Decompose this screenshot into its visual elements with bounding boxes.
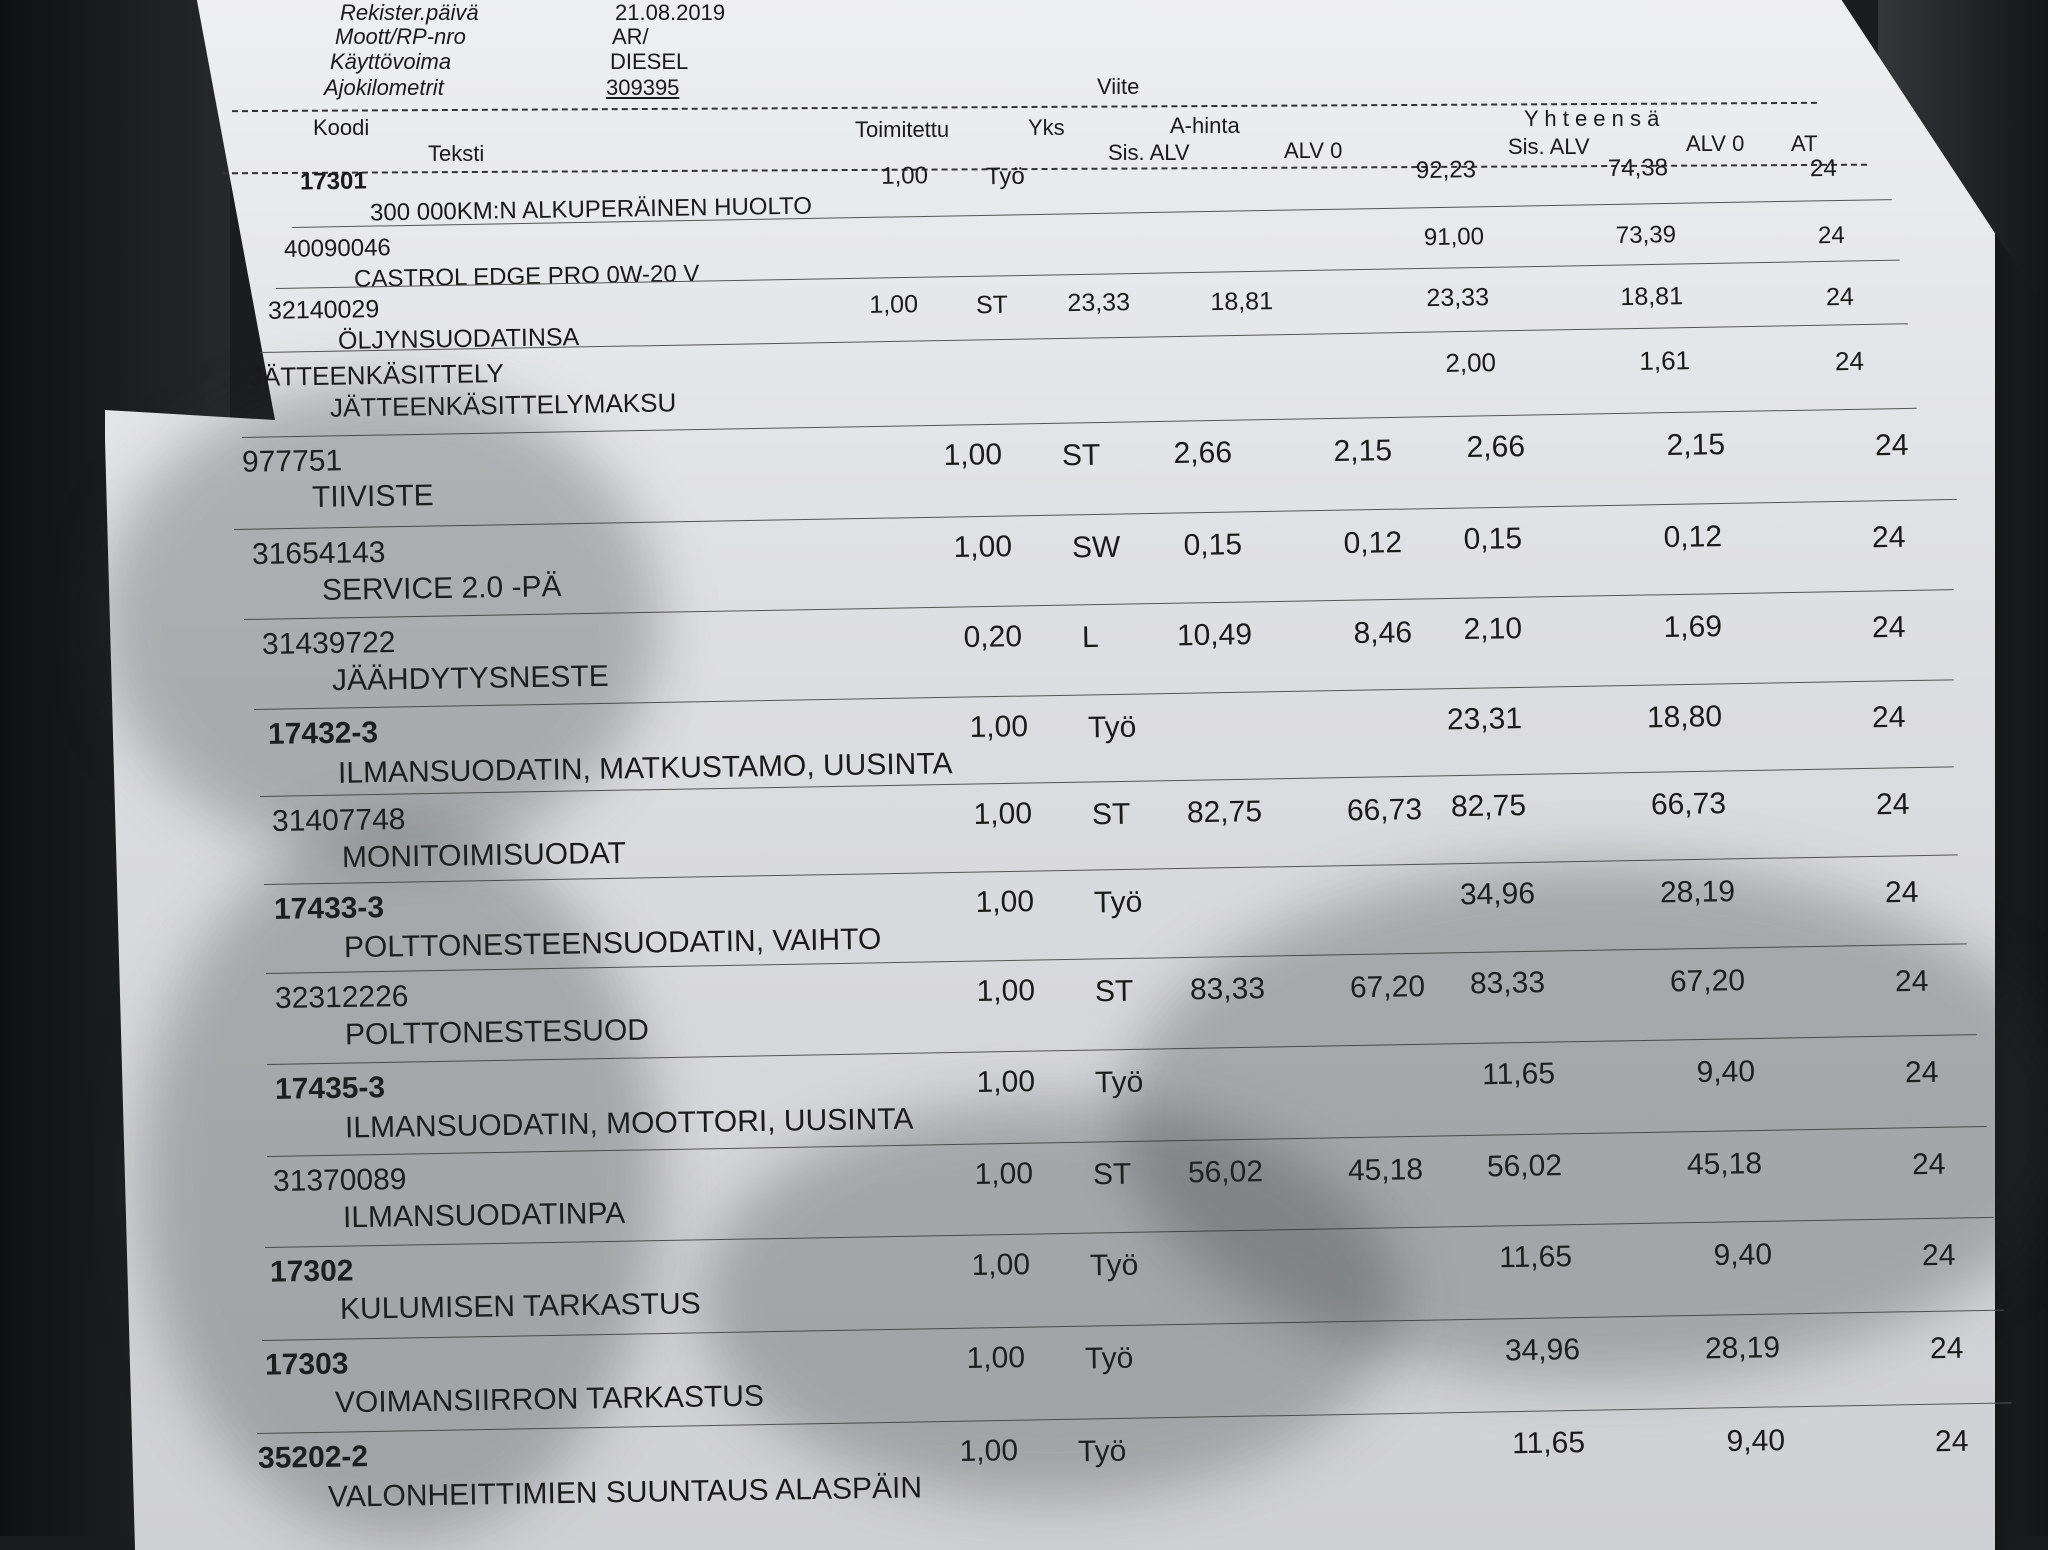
item-unit: Työ bbox=[1094, 1065, 1144, 1100]
item-quantity: 1,00 bbox=[974, 1157, 1034, 1192]
item-description: TIIVISTE bbox=[311, 478, 434, 514]
field-label-mileage: Ajokilometrit bbox=[324, 75, 444, 100]
item-code: 31370089 bbox=[272, 1162, 407, 1199]
reference-label: Viite bbox=[1097, 74, 1140, 99]
item-unit: ST bbox=[976, 290, 1009, 320]
item-quantity: 1,00 bbox=[953, 530, 1013, 565]
item-unit: Työ bbox=[1087, 710, 1137, 745]
item-total-incl-vat: 23,33 bbox=[1426, 283, 1490, 313]
item-vat-rate: 24 bbox=[1934, 1424, 1969, 1459]
item-unit: Työ bbox=[1077, 1434, 1127, 1469]
item-price-vat0: 0,12 bbox=[1343, 526, 1403, 561]
item-total-incl-vat: 92,23 bbox=[1415, 155, 1477, 184]
item-code: 17433-3 bbox=[273, 891, 385, 926]
item-price-vat0 bbox=[1308, 706, 1418, 708]
item-total-incl-vat: 83,33 bbox=[1469, 966, 1546, 1001]
item-quantity: 1,00 bbox=[966, 1341, 1026, 1376]
item-vat-rate: 24 bbox=[1875, 787, 1910, 822]
item-vat-rate: 24 bbox=[1884, 875, 1919, 910]
item-vat-rate: 24 bbox=[1871, 610, 1906, 645]
item-quantity: 1,00 bbox=[976, 974, 1036, 1009]
column-text: Teksti bbox=[428, 141, 485, 166]
item-vat-rate: 24 bbox=[1929, 1331, 1964, 1366]
item-vat-rate: 24 bbox=[1921, 1238, 1956, 1273]
item-total-incl-vat: 11,65 bbox=[1481, 1057, 1556, 1092]
item-price-incl-vat: 82,75 bbox=[1186, 795, 1263, 830]
item-description: ILMANSUODATIN, MOOTTORI, UUSINTA bbox=[344, 1102, 914, 1144]
item-unit: ST bbox=[1091, 797, 1131, 832]
item-total-vat0: 67,20 bbox=[1669, 964, 1746, 999]
item-total-vat0: 1,69 bbox=[1663, 610, 1723, 645]
item-quantity bbox=[812, 354, 922, 356]
item-code: 17432-3 bbox=[267, 716, 379, 751]
item-price-vat0: 67,20 bbox=[1349, 970, 1426, 1005]
column-total: Y h t e e n s ä bbox=[1524, 106, 1660, 131]
item-code: 17303 bbox=[264, 1347, 349, 1382]
column-total-vat0: ALV 0 bbox=[1686, 131, 1745, 156]
item-price-vat0 bbox=[1150, 226, 1260, 228]
photo-shadow bbox=[100, 380, 660, 860]
item-total-incl-vat: 23,31 bbox=[1446, 702, 1523, 737]
column-total-incl-vat: Sis. ALV bbox=[1508, 134, 1590, 159]
item-code: 17301 bbox=[299, 167, 367, 196]
item-description: POLTTONESTEENSUODATIN, VAIHTO bbox=[343, 922, 882, 964]
field-label-registration-date: Rekister.päivä bbox=[340, 0, 479, 25]
item-price-vat0: 2,15 bbox=[1333, 434, 1393, 469]
item-unit: ST bbox=[1092, 1157, 1132, 1192]
item-price-incl-vat: 83,33 bbox=[1189, 972, 1266, 1007]
photo-shadow bbox=[700, 1100, 1400, 1500]
item-total-incl-vat: 11,65 bbox=[1498, 1240, 1573, 1275]
item-total-incl-vat: 34,96 bbox=[1504, 1333, 1581, 1368]
item-total-vat0: 9,40 bbox=[1696, 1055, 1756, 1090]
item-code: 32312226 bbox=[274, 979, 409, 1016]
item-price-incl-vat bbox=[1148, 708, 1258, 710]
item-vat-rate: 24 bbox=[1871, 520, 1906, 555]
item-total-vat0: 28,19 bbox=[1704, 1331, 1781, 1366]
item-total-vat0: 73,39 bbox=[1615, 221, 1677, 250]
item-description: ILMANSUODATIN, MATKUSTAMO, UUSINTA bbox=[337, 746, 953, 790]
item-description: JÄTTEENKÄSITTELYMAKSU bbox=[329, 387, 677, 423]
item-quantity bbox=[802, 229, 912, 231]
item-unit: SW bbox=[1071, 530, 1121, 565]
item-price-vat0: 18,81 bbox=[1210, 286, 1274, 316]
item-code: 32140029 bbox=[267, 295, 380, 325]
item-total-vat0: 1,61 bbox=[1639, 345, 1691, 377]
field-value-fuel: DIESEL bbox=[610, 49, 689, 74]
item-description: MONITOIMISUODAT bbox=[341, 836, 627, 874]
item-description: VALONHEITTIMIEN SUUNTAUS ALASPÄIN bbox=[327, 1470, 923, 1514]
item-price-vat0: 8,46 bbox=[1353, 616, 1413, 651]
item-description: CASTROL EDGE PRO 0W-20 V bbox=[353, 259, 700, 293]
item-total-vat0: 28,19 bbox=[1659, 875, 1736, 910]
item-unit: Työ bbox=[1093, 885, 1143, 920]
item-description: JÄÄHDYTYSNESTE bbox=[331, 659, 609, 697]
item-code: 31407748 bbox=[271, 802, 406, 839]
field-label-engine-number: Moott/RP-nro bbox=[335, 24, 466, 49]
item-unit: ST bbox=[1094, 974, 1134, 1009]
column-unit-price: A-hinta bbox=[1170, 113, 1240, 138]
item-quantity: 1,00 bbox=[869, 290, 919, 319]
item-vat-rate: 24 bbox=[1825, 282, 1855, 311]
item-price-incl-vat bbox=[1154, 883, 1264, 885]
item-description: 300 000KM:N ALKUPERÄINEN HUOLTO bbox=[369, 192, 813, 227]
item-quantity: 1,00 bbox=[976, 1065, 1036, 1100]
item-quantity: 1,00 bbox=[971, 1248, 1031, 1283]
item-price-incl-vat: 0,15 bbox=[1183, 528, 1243, 563]
item-total-vat0: 18,80 bbox=[1646, 700, 1723, 735]
item-vat-rate: 24 bbox=[1911, 1147, 1946, 1182]
item-total-incl-vat: 56,02 bbox=[1486, 1149, 1563, 1184]
item-price-vat0 bbox=[1174, 350, 1284, 352]
item-price-vat0: 66,73 bbox=[1346, 793, 1423, 828]
item-code: 17302 bbox=[269, 1254, 354, 1289]
item-description: ILMANSUODATINPA bbox=[342, 1196, 626, 1234]
item-description: KULUMISEN TARKASTUS bbox=[339, 1286, 701, 1326]
item-quantity: 1,00 bbox=[969, 710, 1029, 745]
item-total-incl-vat: 11,65 bbox=[1511, 1426, 1586, 1461]
item-price-incl-vat bbox=[1027, 352, 1137, 354]
item-total-incl-vat: 34,96 bbox=[1459, 877, 1536, 912]
item-code: 31654143 bbox=[251, 535, 386, 572]
column-price-vat0: ALV 0 bbox=[1284, 138, 1343, 163]
item-description: ÖLJYNSUODATINSA bbox=[337, 322, 580, 355]
item-total-incl-vat: 0,15 bbox=[1463, 522, 1523, 557]
item-unit: Työ bbox=[1084, 1341, 1134, 1376]
item-price-incl-vat: 56,02 bbox=[1187, 1155, 1264, 1190]
item-vat-rate: 24 bbox=[1834, 345, 1865, 377]
item-total-vat0: 74,38 bbox=[1607, 154, 1669, 183]
item-price-incl-vat bbox=[1010, 228, 1120, 230]
item-total-incl-vat: 82,75 bbox=[1450, 789, 1527, 824]
item-quantity: 1,00 bbox=[973, 797, 1033, 832]
item-quantity: 1,00 bbox=[881, 162, 929, 191]
column-price-incl-vat: Sis. ALV bbox=[1108, 140, 1190, 165]
item-price-incl-vat: 23,33 bbox=[1066, 288, 1130, 318]
item-unit: Työ bbox=[985, 162, 1025, 191]
item-quantity: 1,00 bbox=[959, 1434, 1019, 1469]
field-value-engine-number: AR/ bbox=[612, 24, 649, 49]
item-total-incl-vat: 91,00 bbox=[1423, 222, 1485, 251]
item-total-vat0: 18,81 bbox=[1619, 281, 1683, 311]
item-description: VOIMANSIIRRON TARKASTUS bbox=[334, 1379, 765, 1419]
field-value-mileage: 309395 bbox=[606, 75, 680, 100]
item-vat-rate: 24 bbox=[1874, 428, 1909, 463]
item-total-vat0: 45,18 bbox=[1686, 1147, 1763, 1182]
item-vat-rate: 24 bbox=[1894, 964, 1929, 999]
item-quantity: 1,00 bbox=[943, 438, 1003, 473]
item-code: 35202-2 bbox=[257, 1440, 369, 1475]
item-description: SERVICE 2.0 -PÄ bbox=[321, 569, 562, 607]
item-code: 40090046 bbox=[283, 234, 391, 263]
item-total-incl-vat: 2,10 bbox=[1463, 612, 1523, 647]
item-quantity: 0,20 bbox=[963, 620, 1023, 655]
item-total-vat0: 0,12 bbox=[1663, 520, 1723, 555]
item-quantity: 1,00 bbox=[975, 885, 1035, 920]
item-vat-rate: 24 bbox=[1871, 700, 1906, 735]
item-total-vat0: 2,15 bbox=[1666, 428, 1726, 463]
item-unit: L bbox=[1081, 620, 1099, 655]
item-vat-rate: 24 bbox=[1904, 1055, 1939, 1090]
item-price-incl-vat: 10,49 bbox=[1176, 618, 1253, 653]
item-vat-rate: 24 bbox=[1809, 154, 1837, 183]
column-code: Koodi bbox=[313, 115, 370, 140]
item-total-incl-vat: 2,66 bbox=[1466, 430, 1526, 465]
field-label-fuel: Käyttövoima bbox=[330, 49, 452, 74]
item-total-vat0: 66,73 bbox=[1650, 787, 1727, 822]
item-unit: Työ bbox=[1089, 1248, 1139, 1283]
item-code: 977751 bbox=[241, 444, 343, 479]
column-vat-rate: AT bbox=[1791, 131, 1818, 156]
column-delivered: Toimitettu bbox=[855, 117, 950, 142]
item-description: POLTTONESTESUOD bbox=[344, 1013, 650, 1051]
column-unit: Yks bbox=[1028, 115, 1065, 140]
item-total-vat0: 9,40 bbox=[1713, 1238, 1773, 1273]
item-vat-rate: 24 bbox=[1817, 221, 1845, 250]
item-total-incl-vat: 2,00 bbox=[1444, 346, 1496, 378]
photo-shadow bbox=[140, 820, 660, 1540]
item-code: 31439722 bbox=[261, 625, 396, 662]
item-price-incl-vat: 2,66 bbox=[1173, 436, 1233, 471]
item-unit: ST bbox=[1061, 438, 1101, 473]
item-total-vat0: 9,40 bbox=[1726, 1424, 1786, 1459]
item-code: JÄTTEENKÄSITTELY bbox=[249, 358, 505, 392]
item-code: 17435-3 bbox=[274, 1071, 386, 1106]
field-value-registration-date: 21.08.2019 bbox=[615, 0, 726, 25]
item-price-vat0: 45,18 bbox=[1347, 1153, 1424, 1188]
